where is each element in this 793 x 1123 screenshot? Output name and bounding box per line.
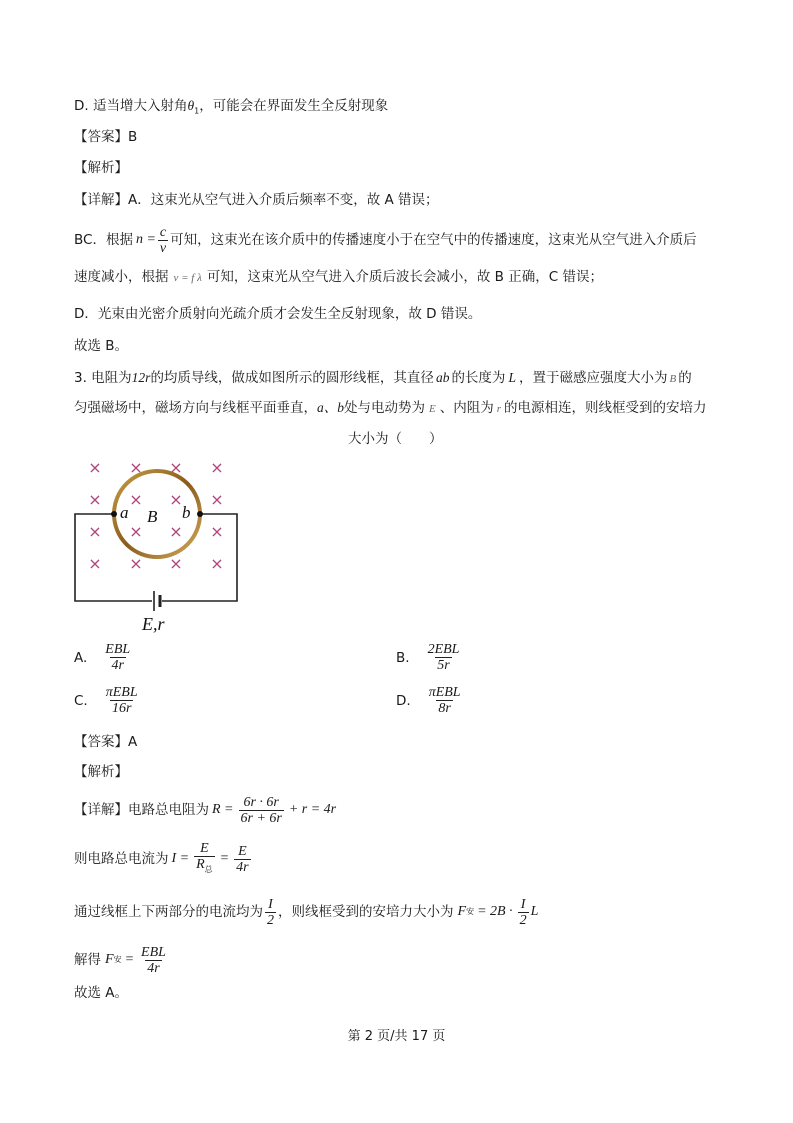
q3-option-d: D. $\frac{\text{πEBL}}{8r}$ bbox=[396, 685, 461, 716]
current-fraction-1: $\frac{E}{R_总}$ bbox=[194, 841, 215, 877]
cross-mark: × bbox=[88, 490, 102, 509]
option-d-fraction: $\frac{\text{πEBL}}{8r}$ bbox=[428, 685, 461, 716]
q2-detail-a: 【详解】A．这束光从空气进入介质后频率不变，故 A 错误； bbox=[74, 192, 439, 208]
label-b: b bbox=[182, 503, 191, 522]
junction-b bbox=[197, 511, 203, 517]
q3-stem-line3: 大小为（ ） bbox=[348, 431, 443, 447]
q3-detail-1: 【详解】 电路总电阻为 R = $\frac{6r \cdot 6r}{6r + 6r}$ + r = 4r bbox=[74, 794, 337, 826]
theta-symbol: θ bbox=[187, 98, 195, 113]
cross-mark: × bbox=[129, 554, 143, 573]
battery-symbol bbox=[154, 591, 160, 611]
current-fraction-2: $\frac{E}{4r}$ bbox=[236, 843, 249, 875]
page-footer: 第 2 页/共 17 页 bbox=[347, 1029, 446, 1044]
q3-detail-3: 通过线框上下两部分的电流均为 $\frac{I}{2}$ ，则线框受到的安培力大小为 F 安 = 2B · $\frac{I}{2}$ L bbox=[74, 896, 539, 928]
cross-mark: × bbox=[169, 554, 183, 573]
cross-mark: × bbox=[88, 458, 102, 477]
label-B: B bbox=[147, 507, 158, 526]
formula-c-over-v: $\frac{c}{v}$ bbox=[159, 224, 167, 256]
q2-answer: 【答案】B bbox=[74, 129, 138, 145]
result-fraction: $\frac{\text{EBL}}{4r}$ bbox=[141, 944, 166, 976]
cross-mark: × bbox=[129, 490, 143, 509]
cross-mark: × bbox=[88, 522, 102, 541]
cross-mark: × bbox=[210, 522, 224, 541]
option-a-fraction: $\frac{\text{EBL}}{4r}$ bbox=[105, 642, 131, 673]
cross-mark: × bbox=[169, 522, 183, 541]
q3-answer: 【答案】A bbox=[74, 734, 138, 750]
q3-detail-2: 则电路总电流为 I = $\frac{E}{R_总}$ = $\frac{E}{4r}$ bbox=[74, 838, 253, 880]
cross-mark: × bbox=[88, 554, 102, 573]
q3-option-c: C. $\frac{\text{πEBL}}{16r}$ bbox=[74, 685, 138, 716]
label-Er: E,r bbox=[142, 614, 165, 634]
q2-detail-bc: BC．根据 n = $\frac{c}{v}$ 可知，这束光在该介质中的传播速度小于在空气中的传播速度，这束光从空气进入介质后 bbox=[74, 224, 697, 256]
label-a: a bbox=[120, 503, 129, 522]
cross-mark: × bbox=[129, 522, 143, 541]
q2-conclusion: 故选 B。 bbox=[74, 338, 129, 354]
half-current-fraction-2: $\frac{I}{2}$ bbox=[519, 896, 527, 928]
cross-mark: × bbox=[129, 458, 143, 477]
q3-option-a: A. $\frac{\text{EBL}}{4r}$ bbox=[74, 642, 131, 673]
q2-analysis-label: 【解析】 bbox=[74, 160, 128, 176]
cross-mark: × bbox=[169, 490, 183, 509]
half-current-fraction: $\frac{I}{2}$ bbox=[267, 896, 274, 928]
q2-detail-d: D．光束由光密介质射向光疏介质才会发生全反射现象，故 D 错误。 bbox=[74, 306, 482, 322]
q2-detail-bc-line2: 速度减小，根据 v = f λ 可知，这束光从空气进入介质后波长会减小，故 B 正确，C 错误； bbox=[74, 269, 603, 285]
formula-n-lhs: n = bbox=[135, 232, 156, 247]
cross-mark: × bbox=[210, 458, 224, 477]
q3-detail-4: 解得 F 安 = $\frac{\text{EBL}}{4r}$ bbox=[74, 944, 166, 976]
q3-conclusion: 故选 A。 bbox=[74, 985, 129, 1001]
q3-stem-line2: 匀强磁场中，磁场方向与线框平面垂直，a、b处与电动势为 E 、内阻为 r 的电源相连，则线框受到的安培力 bbox=[74, 400, 707, 416]
cross-mark: × bbox=[169, 458, 183, 477]
q3-option-b: B. $\frac{\text{2EBL}}{5r}$ bbox=[396, 642, 460, 673]
q3-stem-line1: 3. 电阻为12r的均质导线，做成如图所示的圆形线框，其直径 ab 的长度为 L ，置于磁感应强度大小为 B 的 bbox=[74, 370, 692, 386]
cross-mark: × bbox=[210, 490, 224, 509]
q3-analysis-label: 【解析】 bbox=[74, 764, 128, 780]
total-resistance-fraction: $\frac{6r \cdot 6r}{6r + 6r}$ bbox=[240, 794, 282, 826]
option-c-fraction: $\frac{\text{πEBL}}{16r}$ bbox=[105, 685, 138, 716]
option-b-fraction: $\frac{\text{2EBL}}{5r}$ bbox=[427, 642, 460, 673]
formula-v-f-lambda: v = f λ bbox=[173, 272, 202, 284]
cross-mark: × bbox=[210, 554, 224, 573]
q2-option-d: D. 适当增大入射角$\theta_1$，可能会在界面发生全反射现象 bbox=[74, 98, 389, 116]
circuit-figure bbox=[70, 455, 250, 635]
junction-a bbox=[111, 511, 117, 517]
